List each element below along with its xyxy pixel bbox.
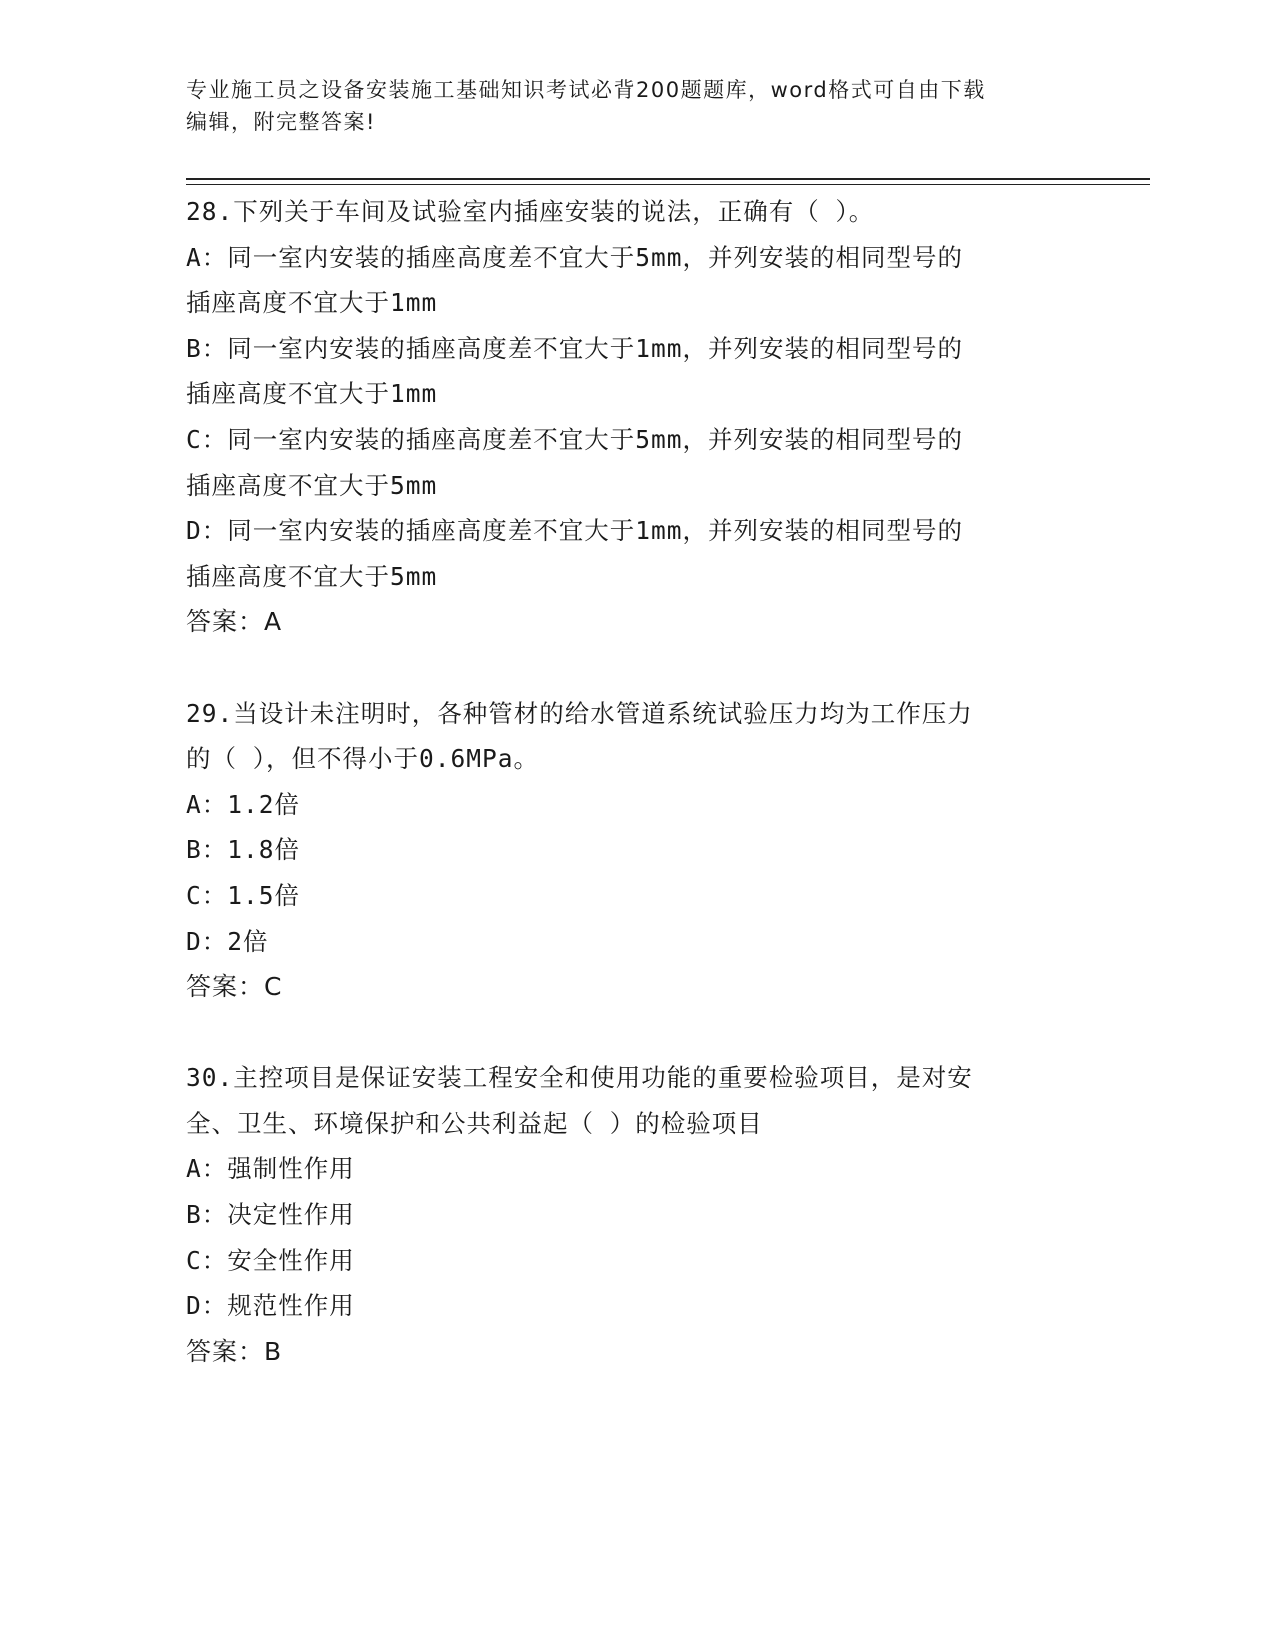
header-divider — [186, 178, 1150, 180]
document-header — [186, 74, 1086, 138]
option-a: A：同一室内安装的插座高度差不宜大于5mm，并列安装的相同型号的 — [186, 242, 963, 272]
header-divider-thin — [186, 184, 1150, 185]
question-list — [186, 189, 1086, 1374]
answer-line: 答案：B — [186, 1336, 283, 1366]
option-c: C：安全性作用 — [186, 1245, 355, 1275]
header-title-line-2: 编辑，附完整答案! — [186, 110, 376, 134]
option-a: A：强制性作用 — [186, 1154, 355, 1184]
question-29 — [186, 691, 1086, 1010]
option-d: D：同一室内安装的插座高度差不宜大于1mm，并列安装的相同型号的 — [186, 516, 963, 546]
question-stem: 28.下列关于车间及试验室内插座安装的说法，正确有（ ）。 — [186, 197, 875, 226]
option-c-continued: 插座高度不宜大于5mm — [186, 470, 438, 500]
option-a-continued: 插座高度不宜大于1mm — [186, 288, 438, 318]
question-stem-continued: 的（ ），但不得小于0.6MPa。 — [186, 744, 540, 774]
question-28 — [186, 189, 1086, 645]
question-stem: 29.当设计未注明时，各种管材的给水管道系统试验压力均为工作压力 — [186, 698, 973, 728]
question-spacer — [186, 645, 1086, 691]
option-c: C：同一室内安装的插座高度差不宜大于5mm，并列安装的相同型号的 — [186, 424, 963, 454]
option-d: D：2倍 — [186, 926, 269, 956]
answer-line: 答案：A — [186, 607, 283, 637]
answer-line: 答案：C — [186, 972, 283, 1002]
header-title-line-1: 专业施工员之设备安装施工基础知识考试必背200题题库，word格式可自由下载 — [186, 78, 986, 102]
option-b: B：决定性作用 — [186, 1200, 355, 1230]
question-spacer — [186, 1010, 1086, 1056]
question-30 — [186, 1055, 1086, 1374]
question-stem: 30.主控项目是保证安装工程安全和使用功能的重要检验项目，是对安 — [186, 1063, 973, 1093]
option-b: B：1.8倍 — [186, 835, 301, 865]
question-stem-continued: 全、卫生、环境保护和公共利益起（ ）的检验项目 — [186, 1108, 763, 1138]
option-b: B：同一室内安装的插座高度差不宜大于1mm，并列安装的相同型号的 — [186, 333, 963, 363]
option-d: D：规范性作用 — [186, 1291, 355, 1321]
option-b-continued: 插座高度不宜大于1mm — [186, 379, 438, 409]
option-d-continued: 插座高度不宜大于5mm — [186, 561, 438, 591]
option-a: A：1.2倍 — [186, 789, 301, 819]
option-c: C：1.5倍 — [186, 880, 301, 910]
